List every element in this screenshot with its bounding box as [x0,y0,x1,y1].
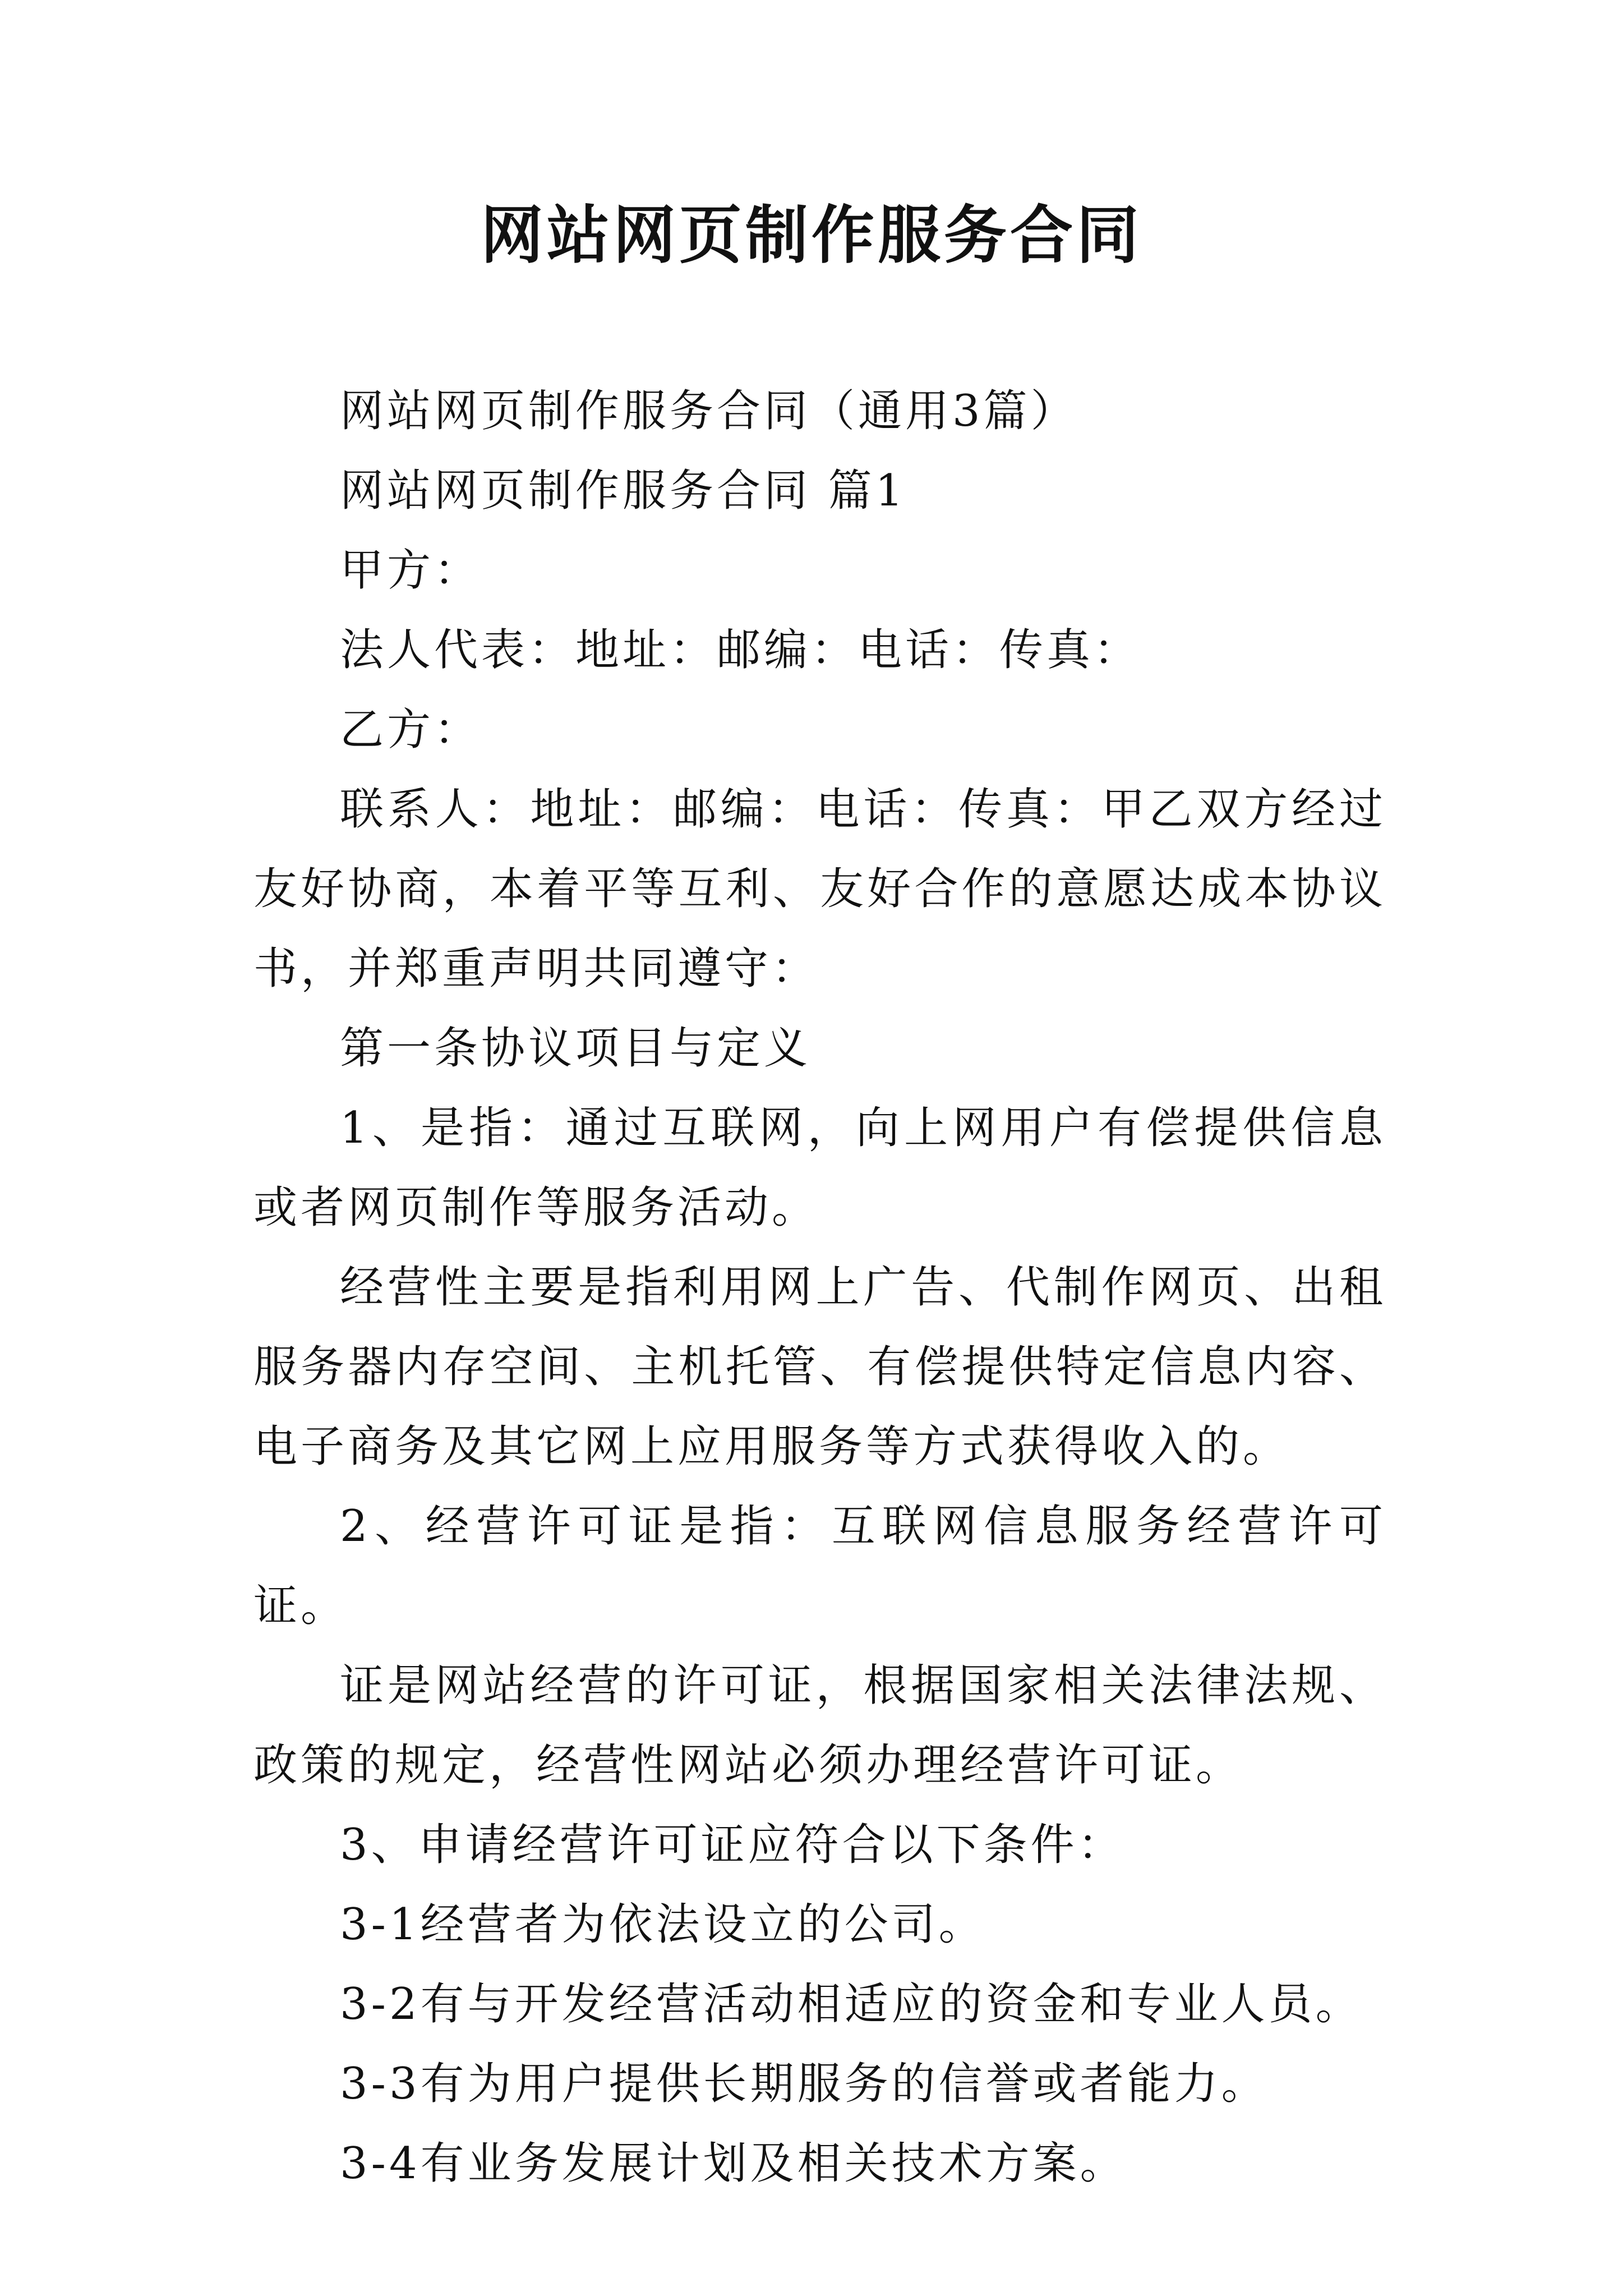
document-body [253,371,1386,2203]
paragraph: 第一条协议项目与定义 [340,1023,811,1074]
paragraph: 1、是指：通过互联网，向上网用户有偿提供信息或者网页制作等服务活动。 [253,1103,1386,1233]
paragraph: 3-2有与开发经营活动相适应的资金和专业人员。 [340,1979,1363,2030]
paragraph: 联系人：地址：邮编：电话：传真：甲乙双方经过友好协商，本着平等互利、友好合作的意愿达成本协议书，并郑重声明共同遵守： [253,784,1386,994]
paragraph: 3-1经营者为依法设立的公司。 [340,1899,986,1950]
paragraph: 甲方： [340,545,482,596]
paragraph: 3-4有业务发展计划及相关技术方案。 [340,2138,1127,2189]
paragraph: 经营性主要是指利用网上广告、代制作网页、出租服务器内存空间、主机托管、有偿提供特定信息内容、电子商务及其它网上应用服务等方式获得收入的。 [253,1262,1386,1472]
paragraph: 2、经营许可证是指：互联网信息服务经营许可证。 [253,1501,1386,1631]
paragraph: 乙方： [340,705,482,755]
document-title: 网站网页制作服务合同 [481,199,1142,272]
paragraph: 3-3有为用户提供长期服务的信誉或者能力。 [340,2059,1269,2109]
paragraph: 3、申请经营许可证应符合以下条件： [340,1820,1125,1870]
paragraph: 网站网页制作服务合同（通用3篇） [340,386,1078,436]
paragraph: 证是网站经营的许可证，根据国家相关法律法规、政策的规定，经营性网站必须办理经营许可证。 [253,1660,1386,1791]
paragraph: 法人代表：地址：邮编：电话：传真： [340,625,1141,675]
paragraph: 网站网页制作服务合同 篇1 [340,466,907,516]
